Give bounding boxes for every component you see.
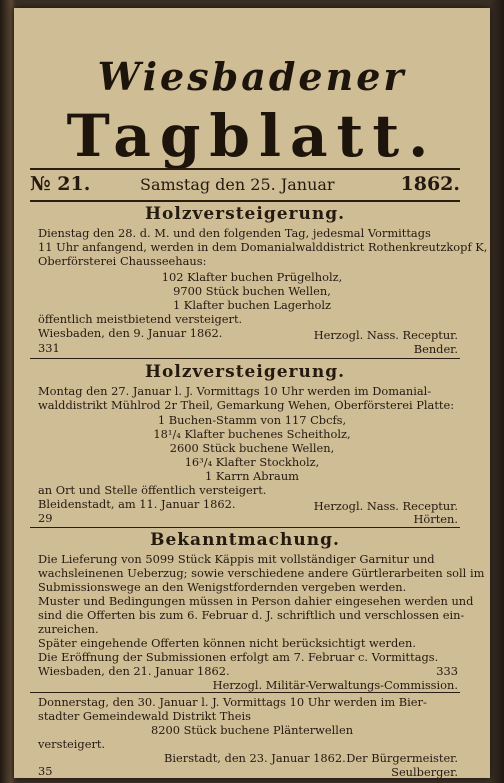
issue-bar <box>30 173 460 199</box>
notice-line: Bleidenstadt, am 11. Januar 1862. <box>38 497 236 511</box>
notice-signature: Hörten. <box>413 512 458 526</box>
notice-line: sind die Offerten bis zum 6. Februar d. J. schriftlich und verschlossen ein- <box>38 608 465 622</box>
notice-line: Wiesbaden, den 21. Januar 1862. <box>38 664 230 678</box>
divider <box>30 692 460 693</box>
notice-line: 2600 Stück buchene Wellen, <box>169 441 335 455</box>
notice-line: wachsleinenen Ueberzug; sowie verschiedene andere Gürtlerarbeiten soll im <box>38 566 485 580</box>
issue-number: № 21. <box>30 173 91 195</box>
notice-line: Montag den 27. Januar l. J. Vormittags 10 Uhr werden im Domanial- <box>38 384 432 398</box>
issue-rule <box>30 200 460 202</box>
divider <box>30 527 460 528</box>
notice-line: walddistrikt Mühlrod 2r Theil, Gemarkung Wehen, Oberförsterei Platte: <box>38 398 455 412</box>
issue-date: Samstag den 25. Januar <box>140 175 335 194</box>
notice-number: 331 <box>38 341 60 355</box>
notice-line: 16³/₄ Klafter Stockholz, <box>184 455 320 469</box>
notice-line: zureichen. <box>38 622 99 636</box>
notice-line: 1 Karrn Abraum <box>205 469 299 483</box>
notice-number: 35 <box>38 764 53 778</box>
notice-line: Wiesbaden, den 9. Januar 1862. <box>38 326 223 340</box>
notice-line: 11 Uhr anfangend, werden in dem Domanialwalddistrict Rothenkreutzkopf K, <box>38 240 488 254</box>
notice-line: 102 Klafter buchen Prügelholz, <box>161 270 343 284</box>
notice-line: Bierstadt, den 23. Januar 1862. <box>164 751 346 765</box>
masthead-line2: Tagblatt. <box>66 102 438 170</box>
notice-line: Später eingehende Offerten können nicht berücksichtigt werden. <box>38 636 416 650</box>
top-rule <box>30 168 460 170</box>
notice-number: 333 <box>436 664 458 678</box>
notice-line: Donnerstag, den 30. Januar l. J. Vormittags 10 Uhr werden im Bier- <box>38 695 427 709</box>
page-edge-shadow <box>490 0 504 783</box>
notice-line: 18¹/₄ Klafter buchenes Scheitholz, <box>153 427 351 441</box>
notice-signature: Seulberger. <box>391 765 458 778</box>
newspaper-page <box>14 8 490 778</box>
notice-line: 9700 Stück buchen Wellen, <box>173 284 331 298</box>
notice-signature: Herzogl. Militär-Verwaltungs-Commission. <box>212 678 458 692</box>
notice-line: Die Lieferung von 5099 Stück Käppis mit vollständiger Garnitur und <box>38 552 435 566</box>
notice-line: 8200 Stück buchene Plänterwellen <box>150 723 354 737</box>
notice-heading: Holzversteigerung. <box>144 362 346 382</box>
notice-line: Oberförsterei Chausseehaus: <box>38 254 207 268</box>
notice-signature: Herzogl. Nass. Receptur. <box>313 328 458 342</box>
notice-line: Submissionswege an den Wenigstfordernden vergeben werden. <box>38 580 407 594</box>
notice-line: Die Eröffnung der Submissionen erfolgt am 7. Februar c. Vormittags. <box>38 650 439 664</box>
notice-line: öffentlich meistbietend versteigert. <box>38 312 243 326</box>
masthead-line1: Wiesbadener <box>97 54 407 99</box>
notice-line: versteigert. <box>38 737 106 751</box>
issue-year: 1862. <box>400 173 460 195</box>
notice-line: 1 Klafter buchen Lagerholz <box>172 298 332 312</box>
notice-line: 1 Buchen-Stamm von 117 Cbcfs, <box>157 413 347 427</box>
notice-signature: Der Bürgermeister. <box>346 751 458 765</box>
divider <box>30 358 460 359</box>
notice-signature: Herzogl. Nass. Receptur. <box>313 499 458 513</box>
notice-signature: Bender. <box>413 342 458 356</box>
notice-line: Muster und Bedingungen müssen in Person dahier eingesehen werden und <box>38 594 474 608</box>
notice-number: 29 <box>38 511 53 525</box>
notice-line: an Ort und Stelle öffentlich versteigert. <box>38 483 267 497</box>
notice-heading: Holzversteigerung. <box>144 204 346 224</box>
notice-heading: Bekanntmachung. <box>150 530 340 550</box>
notice-line: Dienstag den 28. d. M. und den folgenden Tag, jedesmal Vormittags <box>38 226 431 240</box>
notice-line: stadter Gemeindewald Distrikt Theis <box>38 709 251 723</box>
